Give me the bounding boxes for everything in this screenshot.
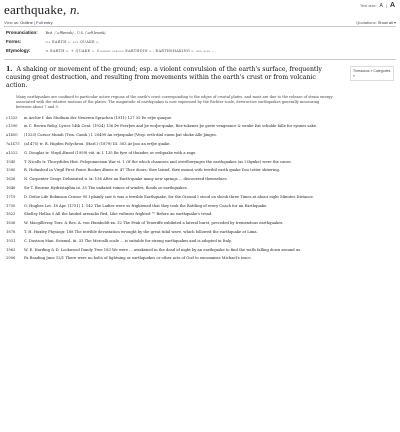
quotation-text: R. Holinshed in Virgil First Foure Bookes Æneis iv. 47 Thee doors, thee lawnd, thee mount with terribil earth quake Doo totter shitering.: [24, 168, 281, 173]
quotation-text: G. Douglas tr. Virgil Æneid (1959) viii. ix. l. 135 Be fyre of thunder, or erdquake with a rage.: [24, 150, 197, 155]
forms-label: Forms:: [6, 39, 22, 44]
view-separator: |: [33, 19, 36, 25]
quotation-text: D. Defoe Life Robinson Crusoe 95 I plainly saw it was a terrible Earthquake, for the Ground I stood on shook three Times at about eight Minutes Distance.: [24, 194, 315, 199]
quotation-row: [6, 248, 394, 253]
quotation-year: 2006: [6, 256, 16, 261]
quotation-year: 1750: [6, 203, 16, 208]
quotation-text: G. Hughes Let. 18 Apr. (1751) 1. 142 The Ladies were so frightened that they took the Rattling of every Coach for an Earthquake.: [24, 203, 268, 208]
quotation-row: [6, 151, 394, 156]
quotation-year: 1836: [6, 221, 16, 226]
headword: [4, 2, 80, 18]
quotation-year: 1719: [6, 194, 16, 199]
quotation-year: c1390: [6, 124, 18, 129]
quotation-row: [6, 230, 394, 235]
text-size-label: Text size:: [359, 3, 377, 8]
quotation-year: 1963: [6, 247, 16, 252]
quotation-text: C. Davison Man. Seismol. iii. 33 The Mercalli scale ... is suitable for strong earthquakes and is adopted in Italy.: [24, 238, 232, 243]
quotations-group: [356, 20, 396, 25]
text-size-small-button[interactable]: A: [379, 2, 383, 9]
view-options-bar: [0, 18, 400, 26]
quotation-year: 1540: [6, 159, 16, 164]
quotation-year: 1876: [6, 229, 16, 234]
etymology-label: Etymology:: [6, 48, 31, 53]
sense-number: 1.: [6, 66, 13, 73]
quotation-text: T. Nicolls tr. Thucydides Hist. Peloponnesian War vi. l. Of the which chaunses and overflowynges the earthquakes (as I thynke) were the cause.: [24, 159, 292, 164]
etymology-row: [6, 47, 394, 56]
quotations-label: Quotations:: [356, 19, 377, 25]
quotation-text: Fa Reading June 12/1 There were no bolts of lightning or earthquakes or other acts of God to excommise Michael's trace.: [24, 256, 252, 261]
quotation-text: N. Carpenter Geogr. Delineated ii. ix. 136 After an Earth-quake many new springs ... discouered themselues.: [24, 177, 228, 182]
quotation-year: a1522: [6, 150, 18, 155]
quotation-year: 1646: [6, 185, 16, 190]
quotation-row: [6, 186, 394, 191]
quotation-text: in Archiv f. das Studium der Neueren Sprachen (1911) 127 35 Þe erþe quaque.: [24, 115, 173, 120]
text-size-control: [360, 2, 396, 9]
quotation-row: [6, 168, 394, 173]
quotation-year: ?a1475: [6, 142, 20, 146]
quotation-row: [6, 124, 394, 129]
entry-header: [0, 0, 400, 18]
text-size-large-button[interactable]: A: [389, 2, 395, 9]
quotation-text: Shelley Hellas 5 All the landed arrancks fled, Like vultures frighted ™ Before an earthquake's tread.: [24, 212, 213, 217]
quotation-row: [6, 116, 394, 121]
quotation-year: 1931: [6, 238, 16, 243]
quotation-row: [6, 204, 394, 209]
forms-row: [6, 38, 394, 47]
quotation-row: [6, 160, 394, 165]
sense-note: Many earthquakes are confined to particular active regions of the earth's crust corresponding to the edges of crustal plates, and most are due to the release of strain energy associated with the relative motions of the plates. The magnitude of earthquakes is now expressed by the Richter scale; destructive earthquakes generally measuring between about 7 and 9.: [16, 94, 333, 109]
text-size-separator: |: [385, 3, 387, 8]
quotation-year: a1400: [6, 133, 18, 138]
quotation-text: (1325) Cursor Mundi (Trin. Camb.) l. 20499 An erþequake [Vesp. erth-dinl euem þat shoke Alle þinges.: [24, 133, 217, 138]
quotation-year: 1580: [6, 168, 16, 173]
thesaurus-box[interactable]: Thesaurus » Categories »: [350, 66, 394, 81]
view-outline-link[interactable]: Outline: [20, 19, 33, 25]
view-as-group: [4, 20, 53, 25]
quotation-row: [6, 177, 394, 182]
quotation-row: [6, 212, 394, 217]
entry-meta: [0, 27, 400, 56]
quotation-row: [6, 195, 394, 200]
quotation-text: W. E. Harding & D. Lockwood Dandy Tree 183 We were ... awakened in the dead of night by an earthquake to find the walls falling down around us.: [24, 247, 302, 252]
quotations-list: [6, 116, 394, 262]
quotation-year: 1822: [6, 212, 16, 217]
part-of-speech: n.: [69, 2, 81, 17]
sense-definition: [6, 66, 336, 91]
quotations-show-all-link[interactable]: Show all: [377, 19, 393, 25]
quotation-year: 1626: [6, 177, 16, 182]
quotation-text: in C. Brown Relig. Lyrics 14th Cent. (1924) 136 Þe Feerþes and þe eorþe-quake, Bez-tokenes þe grete vengeance & wrake Þat schulde falle for synnes sake.: [24, 124, 318, 129]
view-as-label: View as:: [4, 19, 20, 25]
view-full-entry-link[interactable]: Full entry: [36, 19, 53, 25]
headword-text: earthquake,: [4, 2, 67, 17]
quotation-row: [6, 133, 394, 138]
quotation-year: c1325: [6, 115, 18, 120]
quotation-text: (a1475) tr. R. Higden Polychron. (Harl.) (1879) III. 303 Ar þoo an ertþe quake.: [24, 142, 171, 146]
quotation-text: Sir T. Browne Hydriotaphia iii. 35 The undated ruines of windes, floods or earthquakes.: [24, 185, 188, 190]
pronunciation-label: Pronunciation:: [6, 30, 38, 35]
pronunciation-value: Brit. /ˈəːθkweɪk/ , U.S. /ˈərθˌkweɪk/: [45, 31, 106, 35]
meta-divider: [4, 59, 396, 60]
quotation-row: [6, 239, 394, 244]
quotation-text: W. Macgillivray Trav. & Res. A. von Humboldt xx. 32 The Peak of Teneriffe exhibited a lateral burst, preceded by tremendous earthquakes.: [24, 221, 284, 226]
quotation-row: [6, 142, 394, 147]
pronunciation-row: [6, 29, 394, 38]
definition-text: A shaking or movement of the ground; esp. a violent convulsion of the earth's surface, frequently causing great destruction, and resulting from movements within the earth's crust or from volcanic action.: [6, 66, 322, 90]
quotation-row: [6, 221, 394, 226]
sense-block: [6, 66, 394, 110]
etymology-value[interactable]: < EARTH n. + QUAKE n. Compare earlier EARTHDIN n., EARTHSHAKING n. and also ...: [45, 49, 217, 53]
quotation-row: [6, 256, 394, 261]
chevron-down-icon[interactable]: ▾: [393, 19, 396, 25]
quotation-text: T. H. Huxley Physiogr. 188 The terrible devastation wrought by the great tidal wave, which followed the earthquake at Lima.: [24, 229, 258, 234]
forms-value[interactable]: see EARTH n. and QUAKE n.: [45, 40, 100, 44]
